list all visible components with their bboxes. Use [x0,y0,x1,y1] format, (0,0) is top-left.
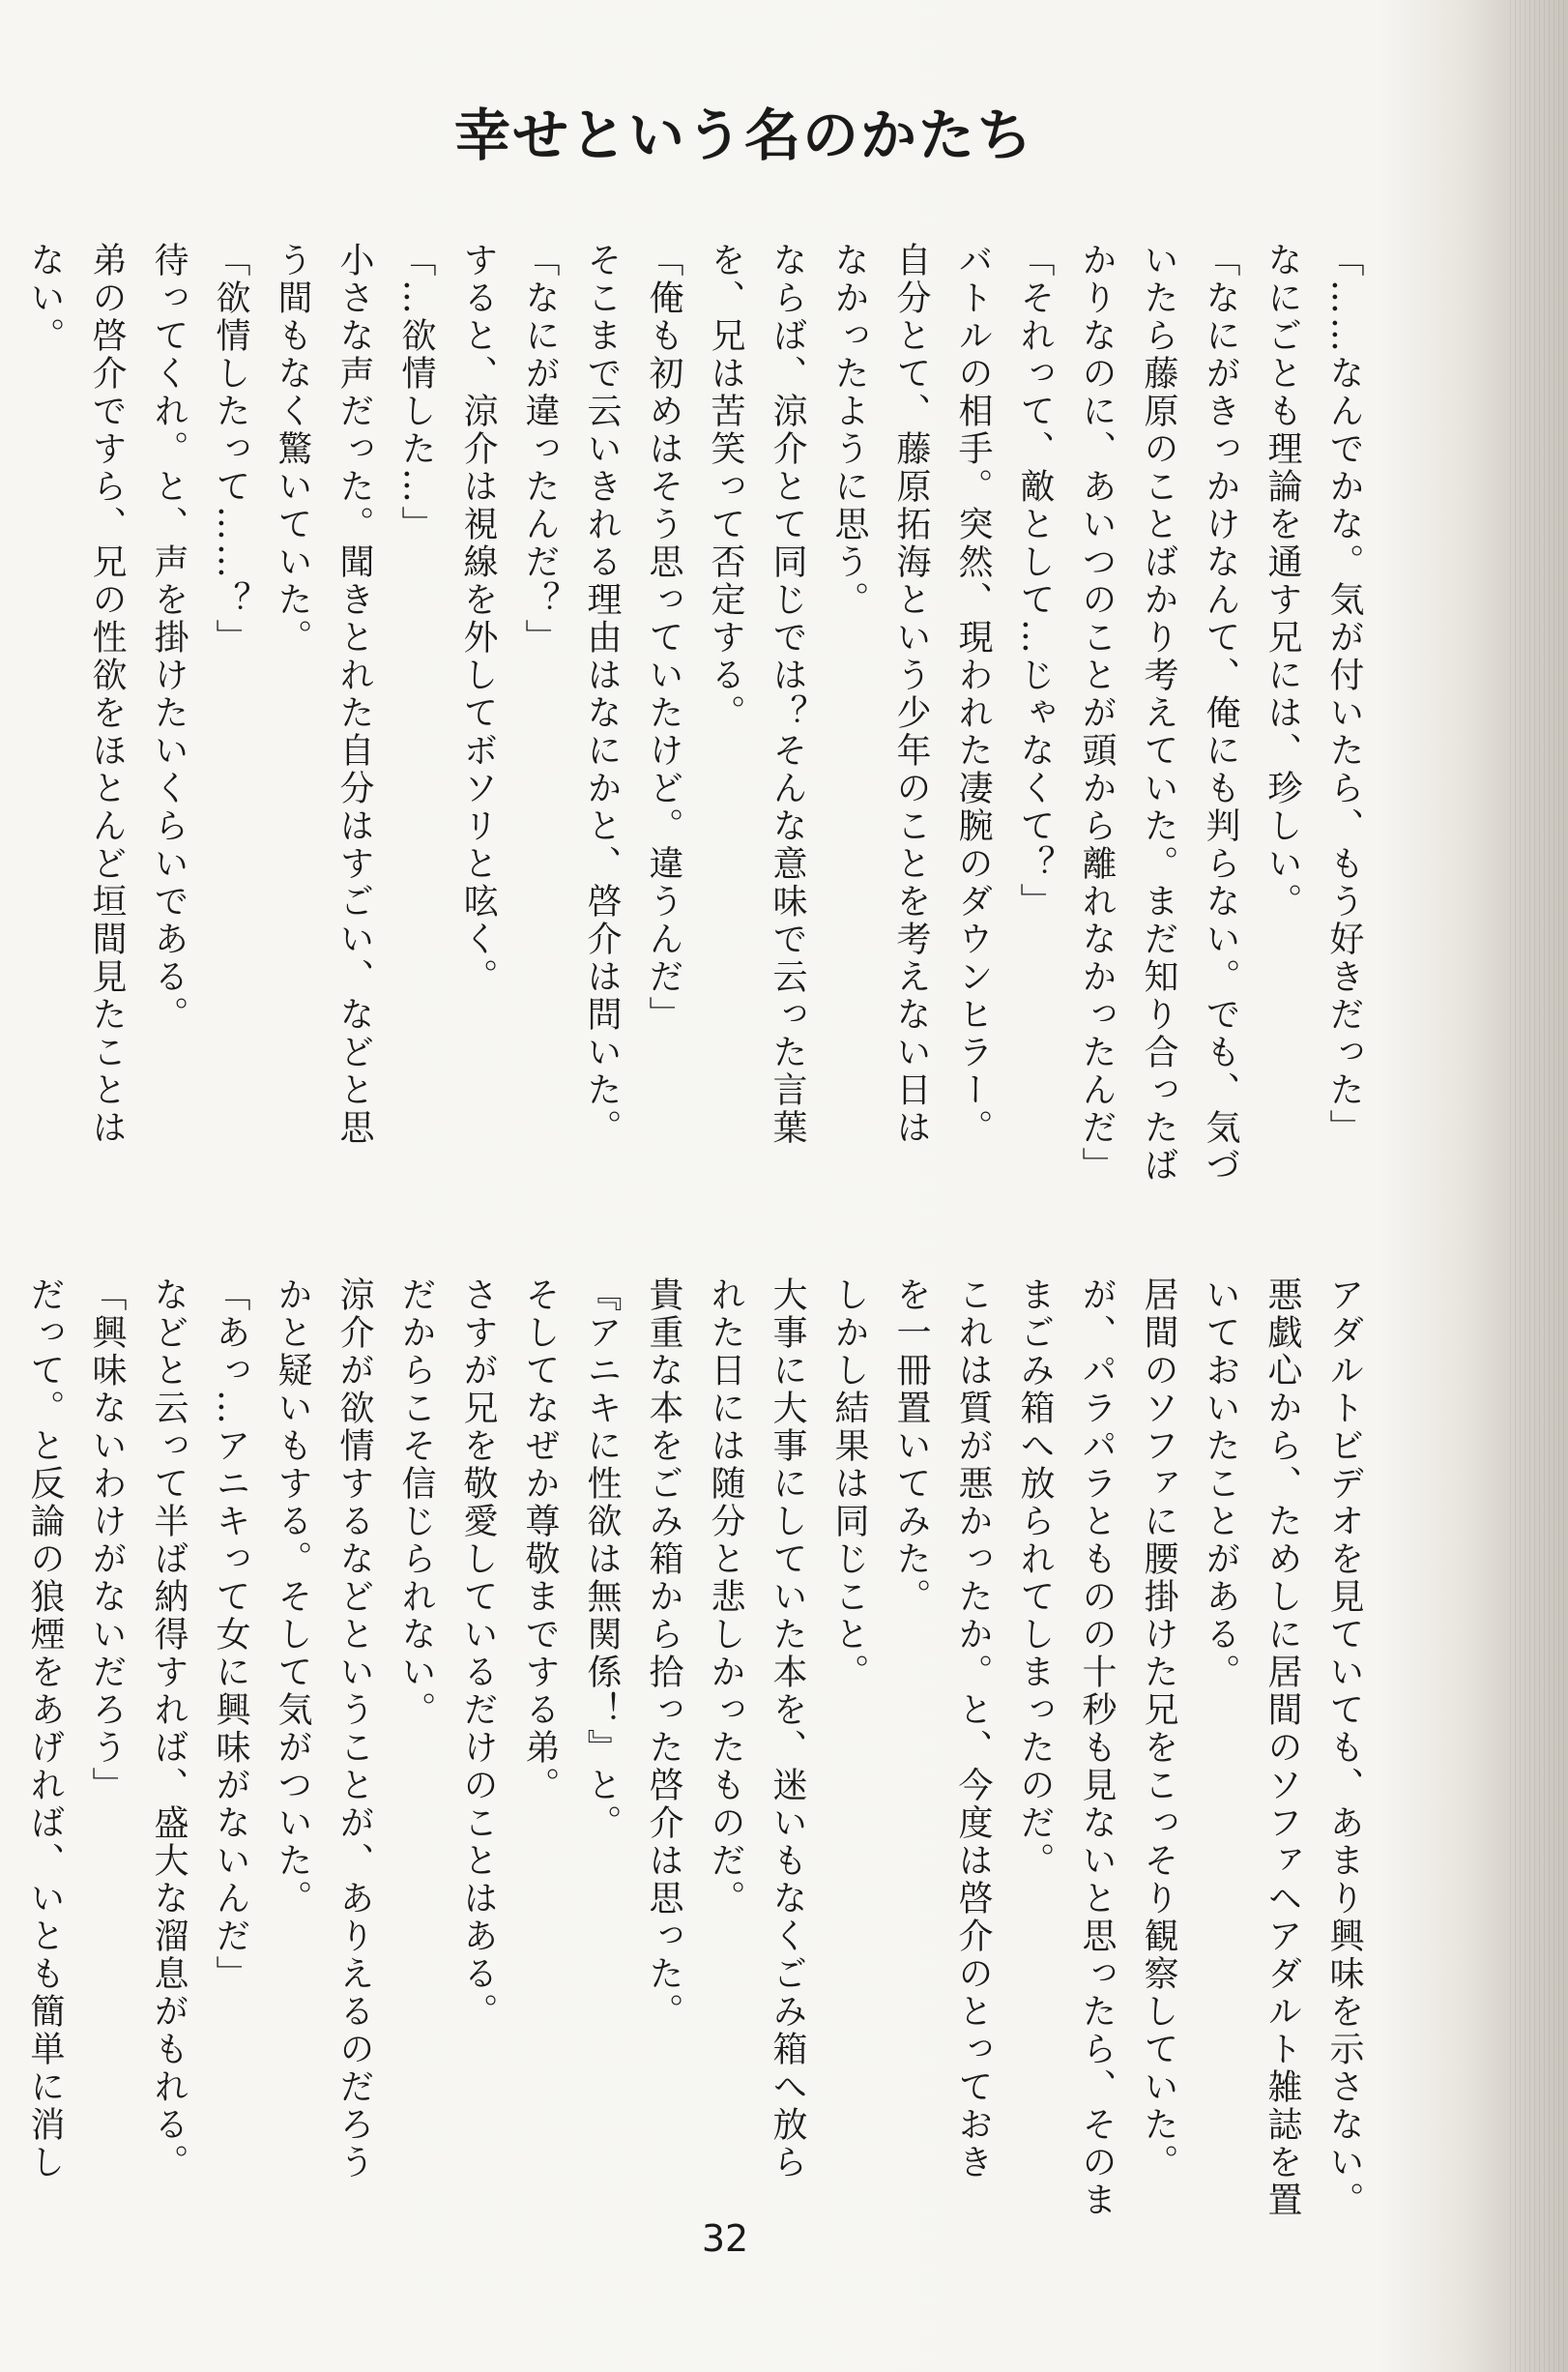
text-column: だって。と反論の狼煙をあげれば、いとも簡単に消し [25,1276,65,2182]
text-column: ない。 [25,242,65,355]
text-column: 「……なんでかな。気が付いたら、もう好きだった」 [1324,242,1364,1147]
page-title: 幸せという名のかたち [454,102,1035,168]
text-column: などと云って半ば納得すれば、盛大な溜息がもれる。 [149,1276,189,2182]
text-column: そこまで云いきれる理由はなにかと、啓介は問いた。 [582,242,622,1147]
text-column: 「欲情したって……？」 [211,242,250,657]
text-column: が、パラパラとものの十秒も見ないと思ったら、そのま [1077,1276,1117,2219]
text-column: 居間のソファに腰掛けた兄をこっそり観察していた。 [1139,1276,1178,2182]
text-column: これは質が悪かったか。と、今度は啓介のとっておき [953,1276,993,2182]
text-column: 「…欲情した…」 [396,242,436,543]
text-column: を一冊置いてみた。 [891,1276,931,1616]
text-column: れた日には随分と悲しかったものだ。 [706,1276,745,1918]
text-column: なにごとも理論を通す兄には、珍しい。 [1263,242,1302,921]
text-column: ならば、涼介とて同じでは？そんな意味で云った言葉 [768,242,807,1147]
text-column: アダルトビデオを見ていても、あまり興味を示さない。 [1324,1276,1364,2219]
text-column: さすが兄を敬愛しているだけのことはある。 [458,1276,498,2031]
page-edge [1510,0,1568,2372]
text-column: すると、涼介は視線を外してボソリと呟く。 [458,242,498,996]
text-column: いておいたことがある。 [1201,1276,1240,1691]
text-column: 貴重な本をごみ箱から拾った啓介は思った。 [644,1276,683,2031]
text-column: 「なにが違ったんだ？」 [520,242,560,657]
text-column: う間もなく驚いていた。 [273,242,312,657]
text-column: 「それって、敵として…じゃなくて？」 [1015,242,1055,921]
text-column: かと疑いもする。そして気がついた。 [273,1276,312,1918]
text-column: だからこそ信じられない。 [396,1276,436,1729]
text-column: かりなのに、あいつのことが頭から離れなかったんだ」 [1077,242,1117,1185]
text-column: 待ってくれ。と、声を掛けたいくらいである。 [149,242,189,1034]
text-column: そしてなぜか尊敬までする弟。 [520,1276,560,1804]
text-column: 弟の啓介ですら、兄の性欲をほとんど垣間見たことは [87,242,127,1147]
text-column: を、兄は苦笑って否定する。 [706,242,745,732]
text-column: 「俺も初めはそう思っていたけど。違うんだ」 [644,242,683,1034]
text-column: 悪戯心から、ためしに居間のソファヘアダルト雑誌を置 [1263,1276,1302,2219]
text-column: 「あっ…アニキって女に興味がないんだ」 [211,1276,250,1993]
text-column: バトルの相手。突然、現われた凄腕のダウンヒラー。 [953,242,993,1147]
text-column: 「興味ないわけがないだろう」 [87,1276,127,1804]
text-column: 『アニキに性欲は無関係！』と。 [582,1276,622,1842]
text-column: なかったように思う。 [829,242,869,619]
text-column: 自分とて、藤原拓海という少年のことを考えない日は [891,242,931,1147]
bottom-text-block [14,1276,1375,2219]
text-column: 小さな声だった。聞きとれた自分はすごい、などと思 [334,242,374,1147]
text-column: いたら藤原のことばかり考えていた。まだ知り合ったば [1139,242,1178,1185]
top-text-block [14,242,1375,1209]
text-column: しかし結果は同じこと。 [829,1276,869,1691]
text-column: 「なにがきっかけなんて、俺にも判らない。でも、気づ [1201,242,1240,1185]
page-number: 32 [701,2217,749,2260]
text-column: 大事に大事にしていた本を、迷いもなくごみ箱へ放ら [768,1276,807,2182]
text-column: 涼介が欲情するなどということが、ありえるのだろう [334,1276,374,2182]
text-column: まごみ箱へ放られてしまったのだ。 [1015,1276,1055,1880]
